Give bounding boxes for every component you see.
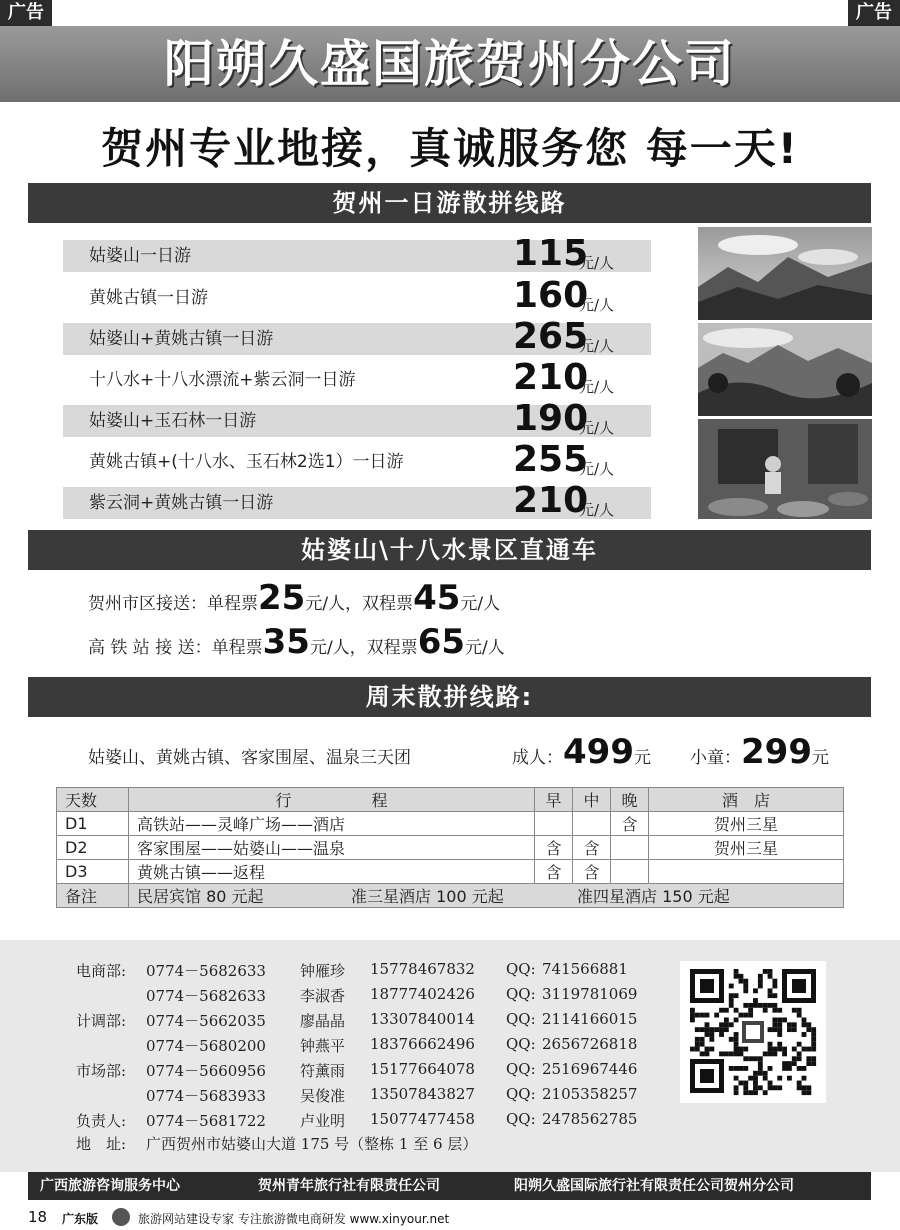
adult-label: 成人：: [512, 748, 563, 768]
dinner-cell: 含: [611, 812, 649, 836]
dinner-cell: [611, 860, 649, 884]
contact-phone: 0774－5680200: [146, 1037, 266, 1055]
header-hotel: 酒 店: [649, 788, 844, 812]
header-lunch: 中: [573, 788, 611, 812]
contact-dept: 负责人:: [76, 1112, 127, 1130]
hotel-cell: [649, 860, 844, 884]
adult-price: 499: [563, 732, 634, 772]
day-cell: D1: [57, 812, 129, 836]
contact-qq: 741566881: [542, 960, 628, 978]
table-row: [57, 836, 844, 860]
page-number: 18: [28, 1208, 48, 1226]
contact-phone: 0774－5681722: [146, 1112, 266, 1130]
currency: 元: [811, 748, 829, 768]
table-row: [57, 860, 844, 884]
contact-name: 吴俊准: [300, 1087, 346, 1105]
route-price: 115: [513, 233, 589, 274]
contact-phone: 0774－5660956: [146, 1062, 266, 1080]
contact-qq-label: QQ:: [506, 1010, 536, 1028]
scenic-valley-photo: [698, 323, 872, 416]
route-row: [63, 275, 651, 316]
qr-code: [680, 961, 826, 1103]
footer-org-3: 阳朔久盛国际旅行社有限责任公司贺州分公司: [514, 1178, 794, 1194]
itinerary-header-row: [57, 788, 844, 812]
footer-org-2: 贺州青年旅行社有限责任公司: [258, 1178, 440, 1194]
shuttle-unit: 元/人: [460, 594, 501, 614]
contact-qq: 2114166015: [542, 1010, 638, 1028]
shuttle-round-price: 65: [417, 622, 466, 662]
itinerary-table: [56, 787, 844, 908]
section-title-weekend: 周末散拼线路:: [28, 677, 871, 717]
note-homestay: 民居宾馆 80 元起: [137, 887, 264, 906]
child-price: 299: [741, 732, 812, 772]
company-title: 阳朔久盛国旅贺州分公司: [164, 35, 736, 93]
route-cell: 客家围屋——姑婆山——温泉: [129, 836, 535, 860]
shuttle-label: 高 铁 站 接 送：单程票: [88, 638, 263, 658]
route-name: 姑婆山+黄姚古镇一日游: [89, 329, 274, 349]
contact-qq-label: QQ:: [506, 985, 536, 1003]
footer-bar: [28, 1172, 871, 1200]
header-route: 行 程: [129, 788, 535, 812]
child-label: 小童：: [690, 748, 741, 768]
table-row: [57, 812, 844, 836]
page-footer: [0, 1204, 900, 1230]
route-price: 190: [513, 398, 589, 439]
hotel-cell: 贺州三星: [649, 836, 844, 860]
hotel-cell: 贺州三星: [649, 812, 844, 836]
route-cell: 高铁站——灵峰广场——酒店: [129, 812, 535, 836]
contact-qq: 2478562785: [542, 1110, 638, 1128]
shuttle-row-railway: [88, 622, 505, 662]
contact-mobile: 13307840014: [370, 1010, 475, 1028]
route-price-unit: 元/人: [579, 254, 615, 272]
route-row: [63, 316, 651, 357]
note-cell: [129, 884, 844, 908]
contact-phone: 0774－5682633: [146, 987, 266, 1005]
contact-qq: 2105358257: [542, 1085, 638, 1103]
shuttle-unit: 元/人，双程票: [305, 594, 414, 614]
contact-name: 钟燕平: [300, 1037, 346, 1055]
shuttle-single-price: 25: [258, 578, 306, 618]
dinner-cell: [611, 836, 649, 860]
route-row: [63, 357, 651, 398]
ancient-town-photo: [698, 419, 872, 519]
adult-price-line: [512, 732, 651, 772]
contact-name: 李淑香: [300, 987, 346, 1005]
slogan: 贺州专业地接，真诚服务您 每一天!: [101, 124, 799, 173]
ad-tag-left: 广告: [0, 0, 52, 26]
breakfast-cell: 含: [535, 836, 573, 860]
contact-mobile: 18777402426: [370, 985, 475, 1003]
contact-qq-label: QQ:: [506, 1035, 536, 1053]
currency: 元: [633, 748, 651, 768]
route-row: [63, 398, 651, 439]
contact-mobile: 15177664078: [370, 1060, 475, 1078]
contact-mobile: 18376662496: [370, 1035, 475, 1053]
child-price-line: [690, 732, 829, 772]
contact-mobile: 15077477458: [370, 1110, 475, 1128]
note-label: 备注: [57, 884, 129, 908]
route-name: 姑婆山+玉石林一日游: [89, 411, 257, 431]
contact-phone: 0774－5662035: [146, 1012, 266, 1030]
route-row: [63, 480, 651, 521]
lunch-cell: 含: [573, 860, 611, 884]
route-price-unit: 元/人: [579, 419, 615, 437]
address-label: 地 址:: [76, 1135, 127, 1153]
shuttle-single-price: 35: [262, 622, 310, 662]
shuttle-round-price: 45: [413, 578, 461, 618]
contact-phone: 0774－5682633: [146, 962, 266, 980]
header-breakfast: 早: [535, 788, 573, 812]
route-price: 210: [513, 357, 589, 398]
breakfast-cell: [535, 812, 573, 836]
contact-qq: 3119781069: [542, 985, 638, 1003]
shuttle-unit: 元/人: [465, 638, 505, 658]
contact-qq: 2656726818: [542, 1035, 638, 1053]
route-row: [63, 439, 651, 480]
header-dinner: 晚: [611, 788, 649, 812]
address-text: 广西贺州市姑婆山大道 175 号（整栋 1 至 6 层）: [146, 1135, 478, 1153]
note-row: [57, 884, 844, 908]
contact-name: 钟雁珍: [300, 962, 346, 980]
route-name: 紫云洞+黄姚古镇一日游: [89, 493, 274, 513]
day-cell: D3: [57, 860, 129, 884]
contact-mobile: 15778467832: [370, 960, 475, 978]
weekend-route: 姑婆山、黄姚古镇、客家围屋、温泉三天团: [88, 748, 411, 768]
note-three-star: 准三星酒店 100 元起: [351, 887, 504, 906]
contact-name: 廖晶晶: [300, 1012, 346, 1030]
note-four-star: 准四星酒店 150 元起: [577, 887, 730, 906]
shuttle-label: 贺州市区接送：单程票: [88, 594, 258, 614]
contact-name: 卢业明: [300, 1112, 346, 1130]
route-cell: 黄姚古镇——返程: [129, 860, 535, 884]
contact-dept: 电商部:: [76, 962, 127, 980]
contact-qq-label: QQ:: [506, 960, 536, 978]
route-price: 265: [513, 316, 589, 357]
route-price: 210: [513, 480, 589, 521]
footer-org-1: 广西旅游咨询服务中心: [40, 1178, 180, 1194]
header-day: 天数: [57, 788, 129, 812]
route-price-unit: 元/人: [579, 501, 615, 519]
section-title-shuttle: 姑婆山\十八水景区直通车: [28, 530, 871, 570]
route-price-unit: 元/人: [579, 378, 615, 396]
route-price-unit: 元/人: [579, 460, 615, 478]
contact-dept: 计调部:: [76, 1012, 127, 1030]
contact-name: 符薰雨: [300, 1062, 346, 1080]
section-title-day-tours: 贺州一日游散拼线路: [28, 183, 871, 223]
mountain-photo: [698, 227, 872, 320]
route-price: 160: [513, 275, 589, 316]
lunch-cell: [573, 812, 611, 836]
route-name: 黄姚古镇+(十八水、玉石林2选1）一日游: [89, 452, 404, 472]
contact-mobile: 13507843827: [370, 1085, 475, 1103]
route-name: 姑婆山一日游: [89, 246, 191, 266]
contact-qq-label: QQ:: [506, 1085, 536, 1103]
contact-dept: 市场部:: [76, 1062, 127, 1080]
shuttle-row-city: [88, 578, 500, 618]
contact-qq-label: QQ:: [506, 1110, 536, 1128]
day-cell: D2: [57, 836, 129, 860]
edition-label: 广东版: [62, 1212, 99, 1226]
bottom-tagline: 旅游网站建设专家 专注旅游微电商研发 www.xinyour.net: [138, 1212, 450, 1226]
ad-tag-right: 广告: [848, 0, 900, 26]
route-price-unit: 元/人: [579, 296, 615, 314]
breakfast-cell: 含: [535, 860, 573, 884]
route-price-unit: 元/人: [579, 337, 615, 355]
route-name: 黄姚古镇一日游: [89, 288, 208, 308]
route-price: 255: [513, 439, 589, 480]
route-row: [63, 233, 651, 274]
contact-phone: 0774－5683933: [146, 1087, 266, 1105]
shuttle-unit: 元/人，双程票: [309, 638, 418, 658]
contact-qq-label: QQ:: [506, 1060, 536, 1078]
lunch-cell: 含: [573, 836, 611, 860]
brand-logo-icon: [112, 1208, 130, 1226]
route-name: 十八水+十八水漂流+紫云洞一日游: [89, 370, 356, 390]
contact-qq: 2516967446: [542, 1060, 638, 1078]
